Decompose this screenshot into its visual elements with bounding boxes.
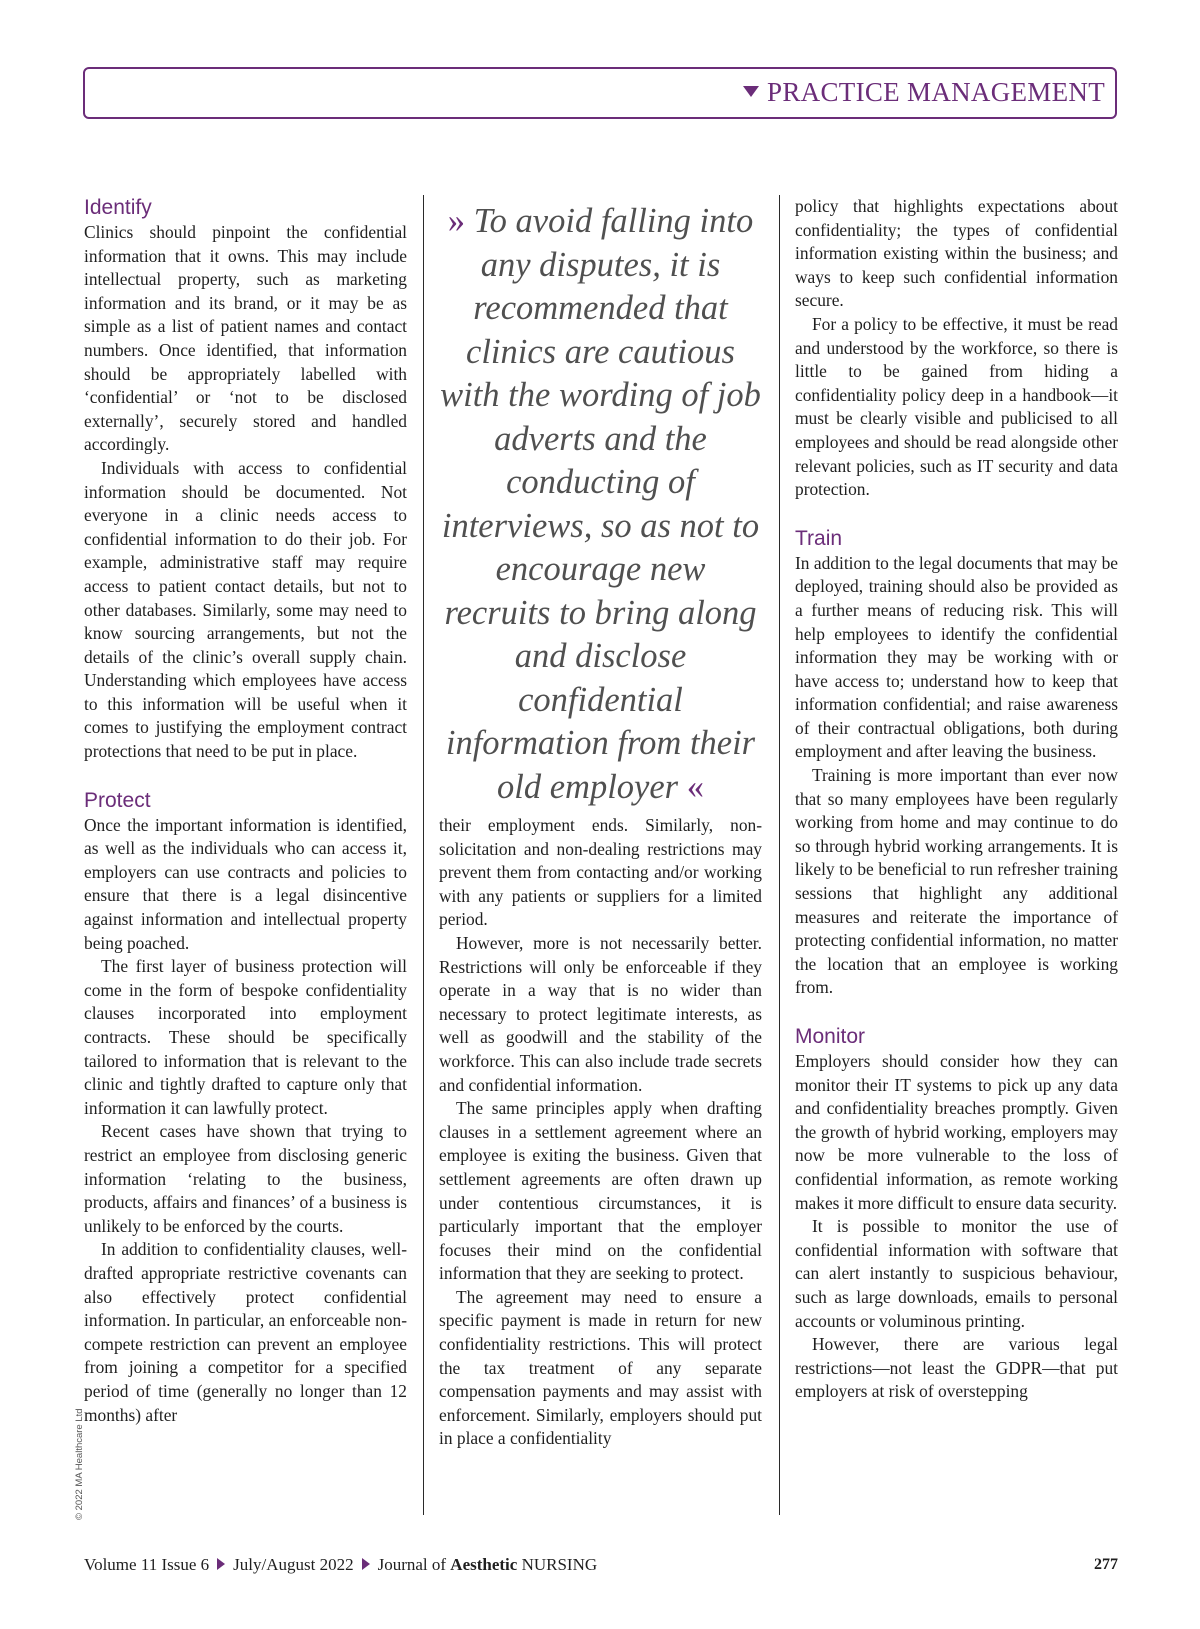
paragraph: their employment ends. Similarly, non-solicitation and non-dealing restrictions may prevent them from contacting and/or working with any patients or suppliers for a limited period.: [439, 815, 762, 930]
article-column-3: [795, 195, 1118, 1404]
triangle-right-icon: [362, 1558, 370, 1570]
paragraph: It is possible to monitor the use of confidential information with software that can alert instantly to suspicious behaviour, such as large downloads, emails to personal accounts or voluminous printing.: [795, 1216, 1118, 1331]
paragraph: Individuals with access to confidential information should be documented. Not everyone in a clinic needs access to confidential information to do their job. For example, administrative staff may require access to patient contact details, but not to other databases. Similarly, some may need to know sourcing arrangements, but not the details of the clinic’s overall supply chain. Understanding which employees have access to this information will be useful when it comes to justifying the employment contract protections that need to be put in place.: [84, 457, 407, 762]
pull-quote-text: To avoid falling into any disputes, it is recommended that clinics are cautious with the wording of job adverts and the conducting of interviews, so as not to encourage new recruits to bring along and disclose confidential information from their old employer: [440, 202, 761, 806]
column-divider-right: [779, 195, 780, 1515]
section-title: PRACTICE MANAGEMENT: [743, 77, 1105, 108]
heading-train: Train: [795, 526, 843, 550]
paragraph: Clinics should pinpoint the confidential information that it owns. This may include intellectual property, such as marketing information and its brand, or it may be as simple as a list of patient names and contact numbers. Once identified, that information should be appropriately labelled with ‘confidential’ or ‘not to be disclosed externally’, securely stored and handled accordingly.: [84, 222, 407, 455]
paragraph: The agreement may need to ensure a specific payment is made in return for new confidentiality restrictions. This will protect the tax treatment of any separate compensation payments and may assist with enforcement. Similarly, employers should put in place a confidentiality: [439, 1286, 762, 1449]
quote-close-mark: «: [686, 767, 704, 806]
paragraph: The first layer of business protection will come in the form of bespoke confidentiality clauses incorporated into employment contracts. These should be specifically tailored to information that is relevant to the clinic and tightly drafted to capture only that information it can lawfully protect.: [84, 956, 407, 1118]
column-divider-left: [423, 195, 424, 1515]
journal-suffix: NURSING: [517, 1555, 598, 1574]
paragraph: Recent cases have shown that trying to restrict an employee from disclosing generic information ‘relating to the business, products, affairs and finances’ of a business is unlikely to be enforced by the courts.: [84, 1121, 407, 1236]
triangle-down-icon: [743, 86, 759, 97]
paragraph: policy that highlights expectations about confidentiality; the types of confidential information existing within the business; and ways to keep such confidential information secure.: [795, 196, 1118, 311]
article-column-2: [439, 814, 762, 1451]
paragraph: However, there are various legal restrictions—not least the GDPR—that put employers at risk of overstepping: [795, 1334, 1118, 1402]
quote-open-mark: »: [447, 202, 466, 240]
paragraph: Training is more important than ever now that so many employees have been regularly working from home and may continue to do so through hybrid working arrangements. It is likely to be beneficial to run refresher training sessions that highlight any additional measures and reiterate the importance of protecting confidential information, no matter the location that an employee is working from.: [795, 765, 1118, 998]
heading-protect: Protect: [84, 788, 151, 812]
paragraph: For a policy to be effective, it must be read and understood by the workforce, so there is little to be gained from hiding a confidentiality policy deep in a handbook—it must be clearly visible and publicised to all employees and should be read alongside other relevant policies, such as IT security and data protection.: [795, 313, 1118, 500]
paragraph: In addition to confidentiality clauses, well-drafted appropriate restrictive covenants can also effectively protect confidential information. In particular, an enforceable non-compete restriction can prevent an employee from joining a competitor for a specified period of time (generally no longer than 12 months) after: [84, 1239, 407, 1425]
footer-date: July/August 2022: [233, 1555, 354, 1574]
page-number: 277: [1094, 1556, 1118, 1573]
paragraph: However, more is not necessarily better. Restrictions will only be enforceable if they operate in a way that is no wider than necessary to protect legitimate interests, as well as goodwill and the stability of the workforce. This can also include trade secrets and confidential information.: [439, 932, 762, 1095]
footer-citation: [84, 1555, 597, 1575]
section-header-box: [83, 67, 1117, 119]
journal-bold: Aesthetic: [450, 1555, 518, 1574]
pull-quote: [439, 200, 762, 809]
triangle-right-icon: [217, 1558, 225, 1570]
footer-volume: Volume 11 Issue 6: [84, 1555, 210, 1574]
heading-identify: Identify: [84, 196, 152, 219]
heading-monitor: Monitor: [795, 1025, 866, 1048]
paragraph: The same principles apply when drafting clauses in a settlement agreement where an employee is exiting the business. Given that settlement agreements are often drawn up under contentious circumstances, it is particularly important that the employer focuses their mind on the confidential information that they are seeking to protect.: [439, 1098, 762, 1284]
paragraph: Once the important information is identified, as well as the individuals who can access it, employers can use contracts and policies to ensure that there is a legal disincentive against information and intellectual property being poached.: [84, 814, 407, 953]
copyright-notice: © 2022 MA Healthcare Ltd: [74, 1408, 85, 1520]
paragraph: In addition to the legal documents that may be deployed, training should also be provided as a further means of reducing risk. This will help employees to identify the confidential information they may be working with or have access to; understand how to keep that information confidential; and raise awareness of their contractual obligations, both during employment and after leaving the business.: [795, 552, 1118, 762]
article-column-1: [84, 195, 407, 1427]
paragraph: Employers should consider how they can monitor their IT systems to pick up any data and confidentiality breaches promptly. Given the growth of hybrid working, employers may now be more vulnerable to the loss of confidential information, as remote working makes it more difficult to ensure data security.: [795, 1051, 1118, 1213]
journal-prefix: Journal of: [377, 1555, 451, 1574]
